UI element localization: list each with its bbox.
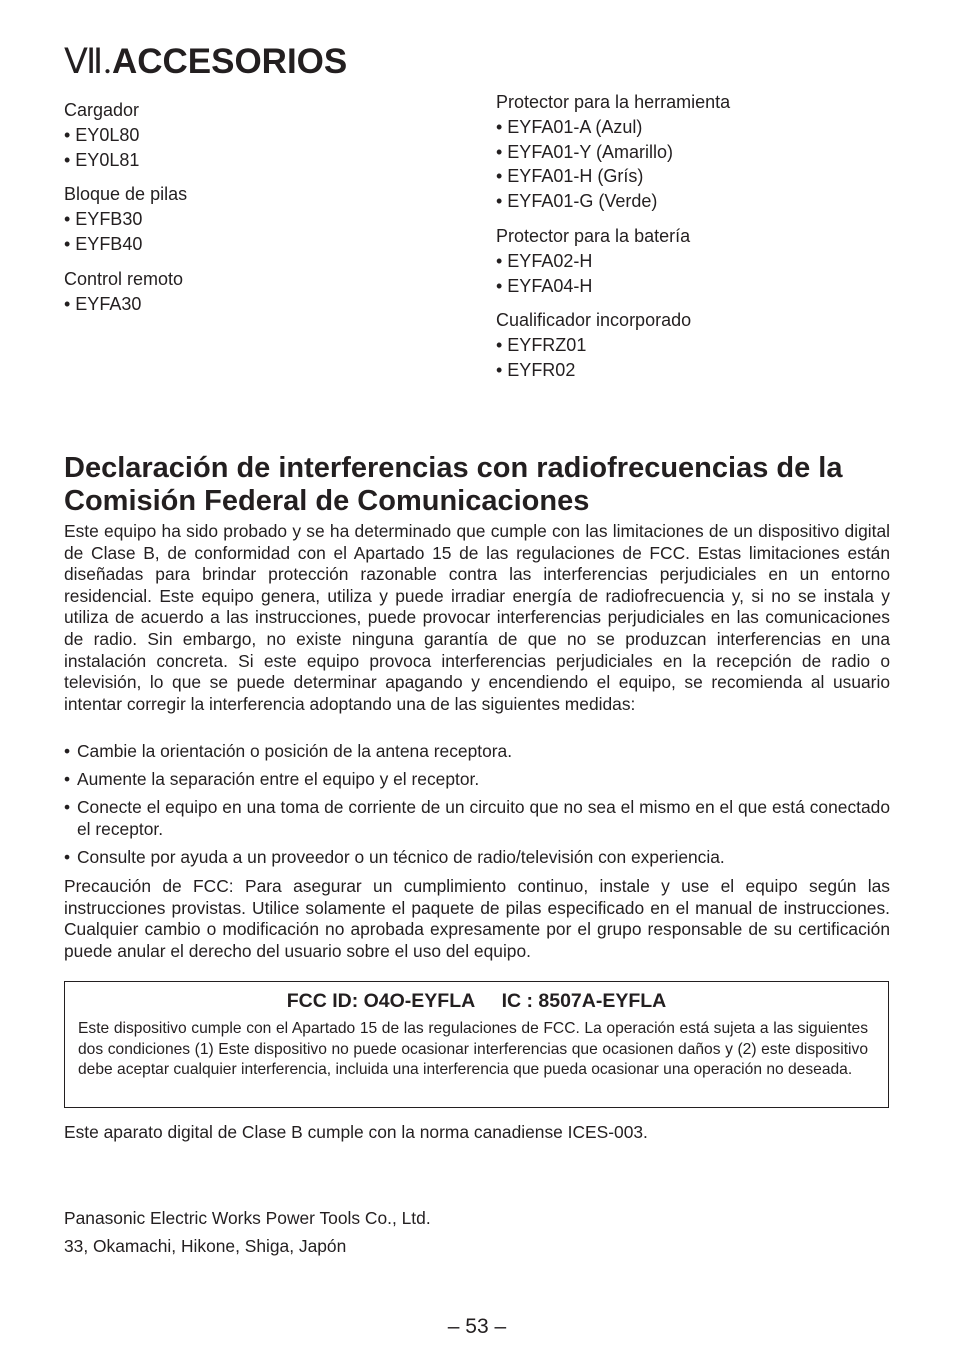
accessory-item: • EYFR02	[496, 359, 576, 380]
accessory-group-remote	[64, 267, 444, 317]
accessory-heading: Cualificador incorporado	[496, 310, 692, 331]
list-item	[64, 741, 890, 763]
accessory-heading: Protector para la batería	[496, 225, 691, 246]
list-item-text: Cambie la orientación o posición de la antena receptora.	[77, 741, 513, 761]
fcc-caution-paragraph: Precaución de FCC: Para asegurar un cumplimiento continuo, instale y use el equipo según las instrucciones provistas. Utilice solamente el paquete de pilas especificado en el manual de instrucciones. Cualquier cambio o modificación no aprobada expresamente por el grupo responsable de su certificación puede anular el derecho del usuario sobre el uso del equipo.	[64, 876, 890, 961]
list-item-text: Conecte el equipo en una toma de corriente de un circuito que no sea el mismo en el que está conectado el receptor.	[77, 796, 890, 839]
fcc-id-line: FCC ID: O4O-EYFLA IC : 8507A-EYFLA	[286, 990, 667, 1012]
section-title	[64, 40, 347, 84]
list-item-text: Consulte por ayuda a un proveedor o un técnico de radio/televisión con experiencia.	[77, 846, 725, 867]
section-title-text: ACCESORIOS	[111, 42, 348, 81]
accessory-item: • EYFA01-A (Azul)	[496, 116, 643, 137]
list-item	[64, 847, 890, 869]
accessory-item: • EYFA02-H	[496, 250, 593, 271]
accessories-left-column	[64, 98, 444, 326]
accessory-heading: Control remoto	[64, 268, 184, 289]
company-address: 33, Okamachi, Hikone, Shiga, Japón	[64, 1236, 347, 1256]
company-name: Panasonic Electric Works Power Tools Co., Ltd.	[64, 1208, 431, 1228]
section-number: Ⅶ.	[64, 42, 112, 81]
fcc-box-text: Este dispositivo cumple con el Apartado 15 de las regulaciones de FCC. La operación está sujeta a las siguientes dos condiciones (1) Este dispositivo no puede ocasionar interferencias que ocasionen daños y (2) este dispositivo debe aceptar cualquier interferencia, incluida una interferencia que pueda ocasionar una operación no deseada.	[78, 1020, 868, 1079]
accessory-group-battery	[64, 182, 444, 256]
accessory-heading: Bloque de pilas	[64, 184, 188, 205]
canada-notice: Este aparato digital de Clase B cumple con la norma canadiense ICES-003.	[64, 1122, 648, 1142]
accessory-group-charger	[64, 98, 444, 172]
accessory-item: • EYFA01-G (Verde)	[496, 191, 658, 212]
accessory-group-battery-protector	[496, 224, 916, 298]
accessory-heading: Protector para la herramienta	[496, 92, 731, 112]
bullet-marker: •	[64, 741, 71, 761]
accessory-item: • EY0L80	[64, 124, 140, 145]
accessory-item: • EYFB30	[64, 209, 143, 230]
accessory-heading: Cargador	[64, 100, 140, 120]
fcc-section-heading: Declaración de interferencias con radiofrecuencias de la Comisión Federal de Comunicaciones	[64, 452, 843, 517]
accessory-item: • EYFA01-Y (Amarillo)	[496, 141, 674, 162]
accessories-right-column	[496, 90, 916, 393]
bullet-marker: •	[64, 796, 71, 817]
accessory-item: • EYFA30	[64, 293, 142, 314]
accessory-group-tool-protector	[496, 90, 916, 214]
bullet-marker: •	[64, 846, 71, 867]
page-number: – 53 –	[447, 1315, 507, 1338]
fcc-id-box	[64, 981, 889, 1108]
list-item-text: Aumente la separación entre el equipo y el receptor.	[77, 768, 480, 789]
accessory-item: • EYFRZ01	[496, 335, 587, 356]
list-item	[64, 797, 890, 840]
bullet-marker: •	[64, 768, 71, 789]
fcc-intro-paragraph: Este equipo ha sido probado y se ha determinado que cumple con las limitaciones de un dispositivo digital de Clase B, de conformidad con el Apartado 15 de las regulaciones de FCC. Estas limitaciones están diseñadas para brindar protección razonable contra las interferencias perjudiciales en un entorno residencial. Este equipo genera, utiliza y puede irradiar energía de radiofrecuencia y, si no se instala y utiliza de acuerdo a las instrucciones, puede provocar interferencias perjudiciales en las comunicaciones de radio. Sin embargo, no existe ninguna garantía de que no se produzcan interferencias en una instalación concreta. Si este equipo provoca interferencias perjudiciales en la recepción de radio o televisión, lo que se puede determinar apagando y encendiendo el equipo, se recomienda al usuario intentar corregir la interferencia adoptando una de las siguientes medidas:	[64, 521, 890, 714]
accessory-group-qualifier	[496, 308, 916, 382]
list-item	[64, 769, 890, 791]
accessory-item: • EYFB40	[64, 233, 143, 254]
accessory-item: • EY0L81	[64, 149, 140, 170]
accessory-item: • EYFA01-H (Grís)	[496, 166, 644, 187]
accessory-item: • EYFA04-H	[496, 275, 593, 296]
fcc-measures-list	[64, 741, 890, 875]
